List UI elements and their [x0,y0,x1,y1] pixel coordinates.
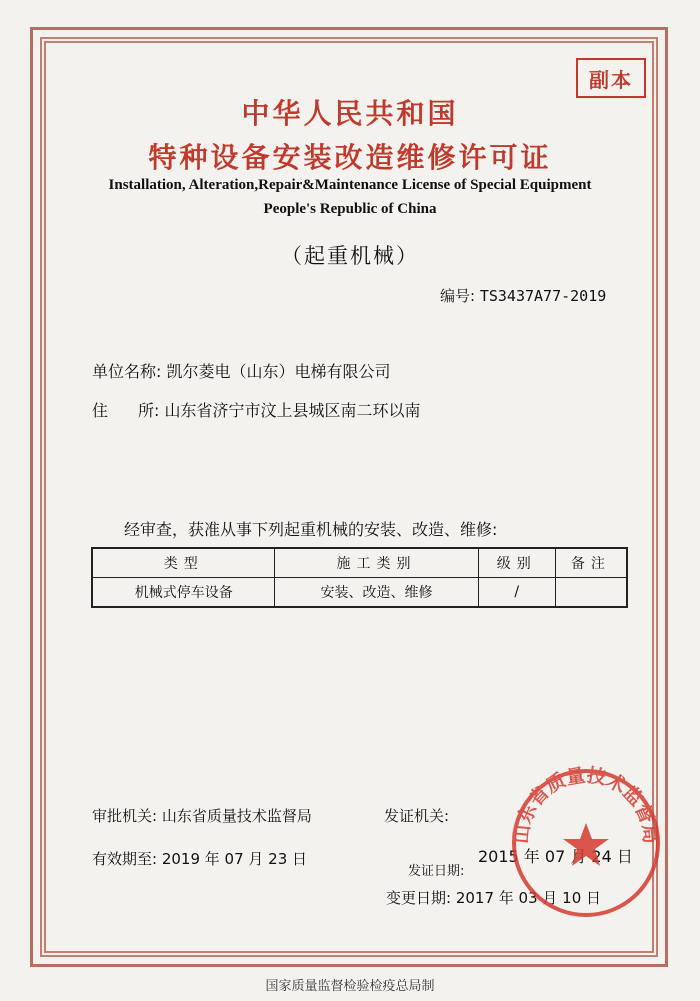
official-seal [508,765,664,921]
cell-level: / [478,578,555,608]
address-row [92,398,421,421]
footer-issuer: 国家质量监督检验检疫总局制 [265,979,435,994]
approval-authority-row [92,805,312,826]
approval-authority-label: 审批机关: [92,807,158,825]
equipment-category: （起重机械） [281,244,419,268]
cell-remarks [555,578,627,608]
header-level: 级别 [478,548,555,578]
cell-work-category: 安装、改造、维修 [275,578,478,608]
issuing-authority-row [384,805,449,826]
issue-date-label: 发证日期: [408,864,465,879]
issuing-authority-label: 发证机关: [384,807,450,825]
title-line-1: 中华人民共和国 [241,97,459,130]
header-type: 类型 [92,548,275,578]
title-line-2: 特种设备安装改造维修许可证 [148,141,552,174]
seal-text: 山东省质量技术监督局 [510,765,662,845]
seal-star-icon [563,823,609,866]
header-remarks: 备注 [555,548,627,578]
header-work-category: 施工类别 [275,548,478,578]
table-row [92,578,627,608]
copy-stamp: 副本 [576,58,646,98]
address-label-a: 住 [92,401,139,420]
license-scope-table [91,547,628,608]
unit-name-label: 单位名称: [92,362,162,381]
table-header-row [92,548,627,578]
english-title-line-1: Installation, Alteration,Repair&Maintenance License of Special Equipment [108,177,592,193]
approval-statement: 经审查，获准从事下列起重机械的安装、改造、维修: [124,520,498,539]
issue-date-value: 2015 年 07 月 24 日 [478,847,633,866]
cell-type: 机械式停车设备 [92,578,275,608]
serial-value: TS3437A77-2019 [479,287,607,305]
valid-until-row [92,848,307,869]
approval-authority-value: 山东省质量技术监督局 [161,807,312,825]
address-value: 山东省济宁市汶上县城区南二环以南 [164,401,421,420]
change-date-label: 变更日期: [386,889,452,907]
english-title-line-2: People's Republic of China [263,201,437,217]
change-date-value: 2017 年 03 月 10 日 [455,889,602,907]
serial-label: 编号: [440,287,476,305]
unit-name-value: 凯尔菱电（山东）电梯有限公司 [166,362,391,381]
valid-until-value: 2019 年 07 月 23 日 [161,850,308,868]
address-label-b: 所: [138,401,160,420]
valid-until-label: 有效期至: [92,850,158,868]
unit-name-row [92,359,391,382]
serial-number [440,285,606,306]
